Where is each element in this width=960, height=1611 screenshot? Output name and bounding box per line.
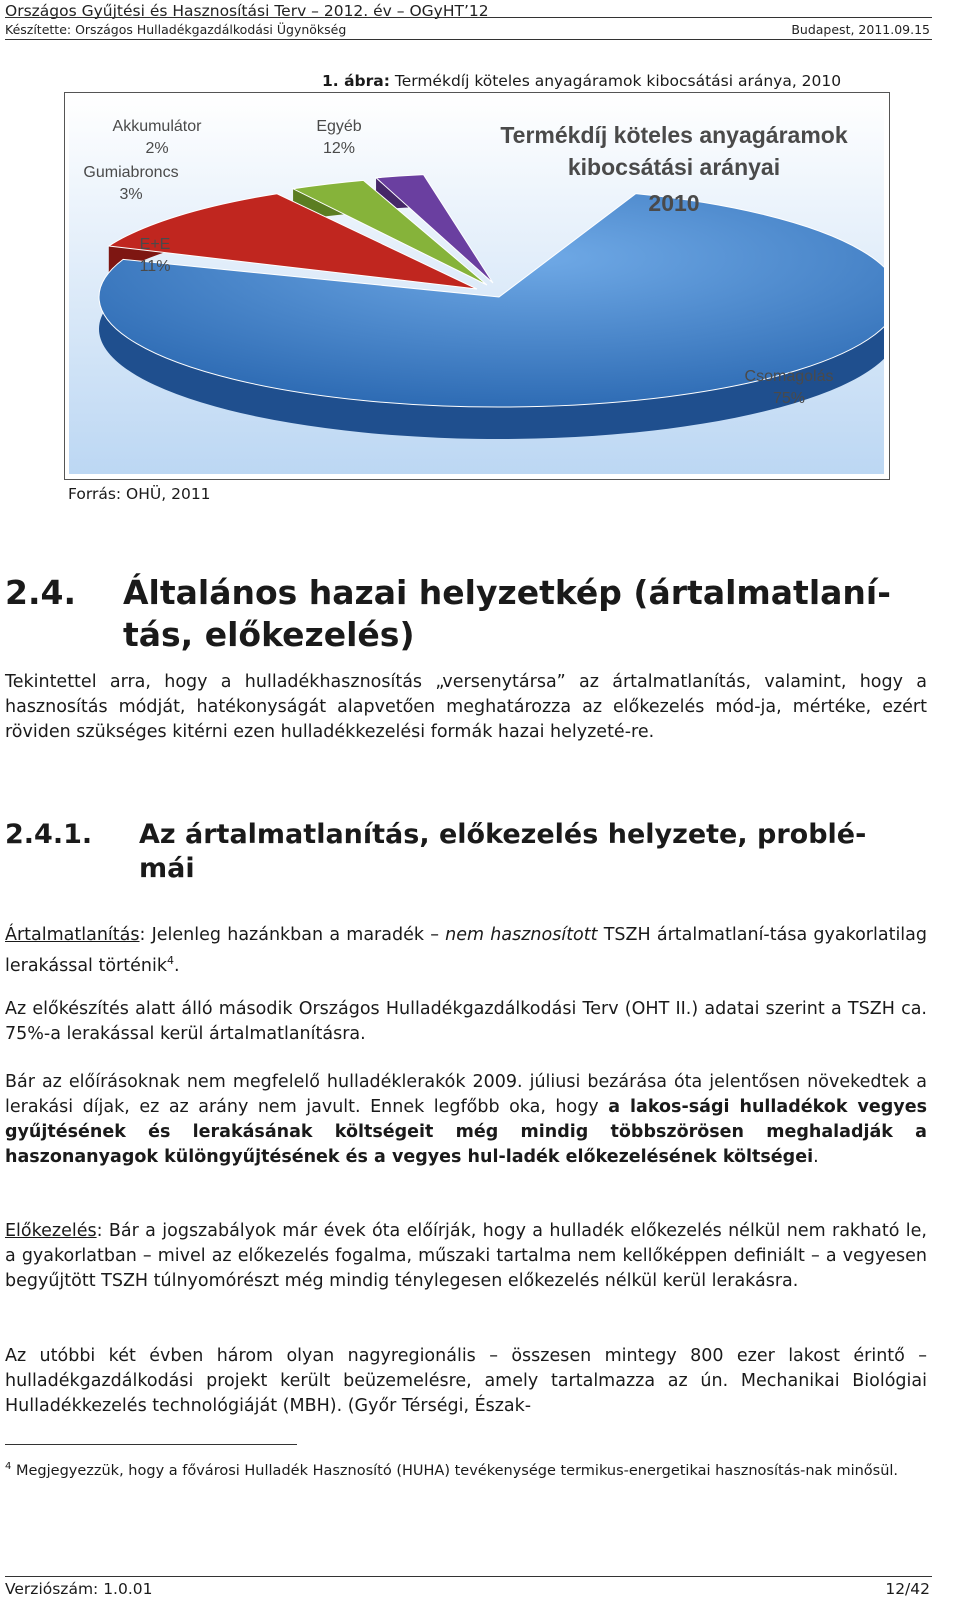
paragraph-elokezeles bbox=[5, 1219, 927, 1294]
paragraph-text: : Jelenleg hazánkban a maradék – bbox=[139, 925, 446, 945]
bold-text: a lakos-sági hulladékok vegyes gyűjtésének és lerakásának költségeit még mindig többszörösen meghaladják a haszonanyagok különgyűjtésének és a vegyes hul-ladék előkezelésének költségei bbox=[5, 1097, 927, 1167]
slice-label-value: 3% bbox=[119, 186, 143, 203]
footnote-mark: 4 bbox=[5, 1461, 12, 1472]
slice-label-value: 11% bbox=[139, 258, 171, 275]
figure-image bbox=[69, 97, 884, 474]
footer-version: Verziószám: 1.0.01 bbox=[5, 1580, 153, 1598]
figure-frame bbox=[64, 92, 890, 480]
paragraph-mbh: Az utóbbi két évben három olyan nagyregionális – összesen mintegy 800 ezer lakost érintő – hulladékgazdálkodási projekt került beüzemelésre, amely tartalmazza az ún. Mechanikai Biológiai Hulladékkezelés technológiáját (MBH). (Győr Térségi, Észak- bbox=[5, 1346, 927, 1416]
term-elokezeles: Előkezelés bbox=[5, 1221, 97, 1241]
paragraph-text: TSZH ártalmatlaní-tása gyakorlatilag lerakással történik bbox=[5, 925, 927, 976]
slice-label-value: 12% bbox=[322, 140, 356, 157]
footnote-rule bbox=[5, 1444, 297, 1445]
paragraph-intro: Tekintettel arra, hogy a hulladékhasznosítás „versenytársa” az ártalmatlanítás, valamint, hogy a hasznosítás módját, hatékonyságát alapvetően meghatározza az előkezelés mód-ja, mértéke, ezért röviden szükséges kitérni ezen hulladékkezelési formák hazai helyzeté-re. bbox=[5, 672, 927, 742]
paragraph-lerakas bbox=[5, 1070, 927, 1170]
figure-source: Forrás: OHÜ, 2011 bbox=[68, 485, 211, 503]
section-title-line-2: tás, előkezelés) bbox=[123, 615, 415, 654]
figure-caption bbox=[322, 72, 841, 90]
paragraph-artalmatlanitas bbox=[5, 923, 927, 979]
footnote bbox=[5, 1456, 927, 1482]
header-title: Országos Gyűjtési és Hasznosítási Terv – 2012. év – OGyHT’12 bbox=[5, 2, 489, 20]
paragraph-oht: Az előkészítés alatt álló második Országos Hulladékgazdálkodási Terv (OHT II.) adatai szerint a TSZH ca. 75%-a lerakással kerül ártalmatlanításra. bbox=[5, 999, 927, 1044]
slice-label-name: Csomagolás bbox=[744, 368, 834, 385]
header-author: Készítette: Országos Hulladékgazdálkodási Ügynökség bbox=[5, 22, 347, 37]
section-title bbox=[123, 572, 913, 656]
emphasis-text: nem hasznosított bbox=[445, 925, 598, 945]
slice-label-name: Akkumulátor bbox=[112, 118, 202, 135]
section-title-line-1: Általános hazai helyzetkép (ártalmatlaní- bbox=[123, 573, 891, 612]
chart-title-line-3: 2010 bbox=[648, 190, 700, 216]
footnote-text: Megjegyezzük, hogy a fővárosi Hulladék Hasznosító (HUHA) tevékenysége termikus-energetikai hasznosítás-nak minősül. bbox=[11, 1462, 899, 1479]
header-rule bbox=[5, 17, 932, 18]
paragraph-text: Bár az előírásoknak nem megfelelő hulladéklerakók 2009. júliusi bezárása óta jelentősen növekedtek a lerakási díjak, ez az arány nem javult. Ennek legfőbb oka, hogy bbox=[5, 1072, 927, 1117]
slice-label-value: 75% bbox=[772, 390, 806, 407]
header-date: Budapest, 2011.09.15 bbox=[791, 22, 930, 37]
term-artalmatlanitas: Ártalmatlanítás bbox=[5, 925, 140, 945]
figure-caption-text: Termékdíj köteles anyagáramok kibocsátási aránya, 2010 bbox=[389, 72, 842, 90]
footnote-ref: 4 bbox=[166, 954, 174, 967]
chart-title-line-2: kibocsátási arányai bbox=[567, 154, 781, 180]
paragraph-text: . bbox=[173, 955, 180, 976]
paragraph-text: : Bár a jogszabályok már évek óta előírják, hogy a hulladék előkezelés nélkül nem rakható le, a gyakorlatban – mivel az előkezelés fogalma, műszaki tartalma nem kellőképpen definiált – a vegyesen begyűjtött TSZH túlnyomórészt még mindig ténylegesen előkezelés nélkül kerül lerakásra. bbox=[5, 1221, 927, 1291]
slice-label-value: 2% bbox=[145, 140, 169, 157]
slice-label-name: Egyéb bbox=[316, 118, 362, 135]
pie-chart bbox=[69, 97, 884, 474]
subsection-title-line-2: mái bbox=[139, 853, 195, 884]
chart-title-line-1: Termékdíj köteles anyagáramok bbox=[500, 122, 848, 148]
subsection-title bbox=[139, 818, 899, 886]
section-number: 2.4. bbox=[5, 573, 76, 612]
paragraph-text: . bbox=[813, 1147, 819, 1167]
header-rule-bottom bbox=[5, 39, 932, 40]
page-number: 12/42 bbox=[885, 1580, 930, 1598]
subsection-title-line-1: Az ártalmatlanítás, előkezelés helyzete, problé- bbox=[139, 819, 867, 850]
slice-label-name: Gumiabroncs bbox=[83, 164, 179, 181]
figure-caption-number: 1. ábra: bbox=[322, 72, 390, 90]
footer-rule bbox=[5, 1576, 932, 1577]
slice-label-name: E+E bbox=[139, 236, 171, 253]
subsection-number: 2.4.1. bbox=[5, 819, 93, 850]
